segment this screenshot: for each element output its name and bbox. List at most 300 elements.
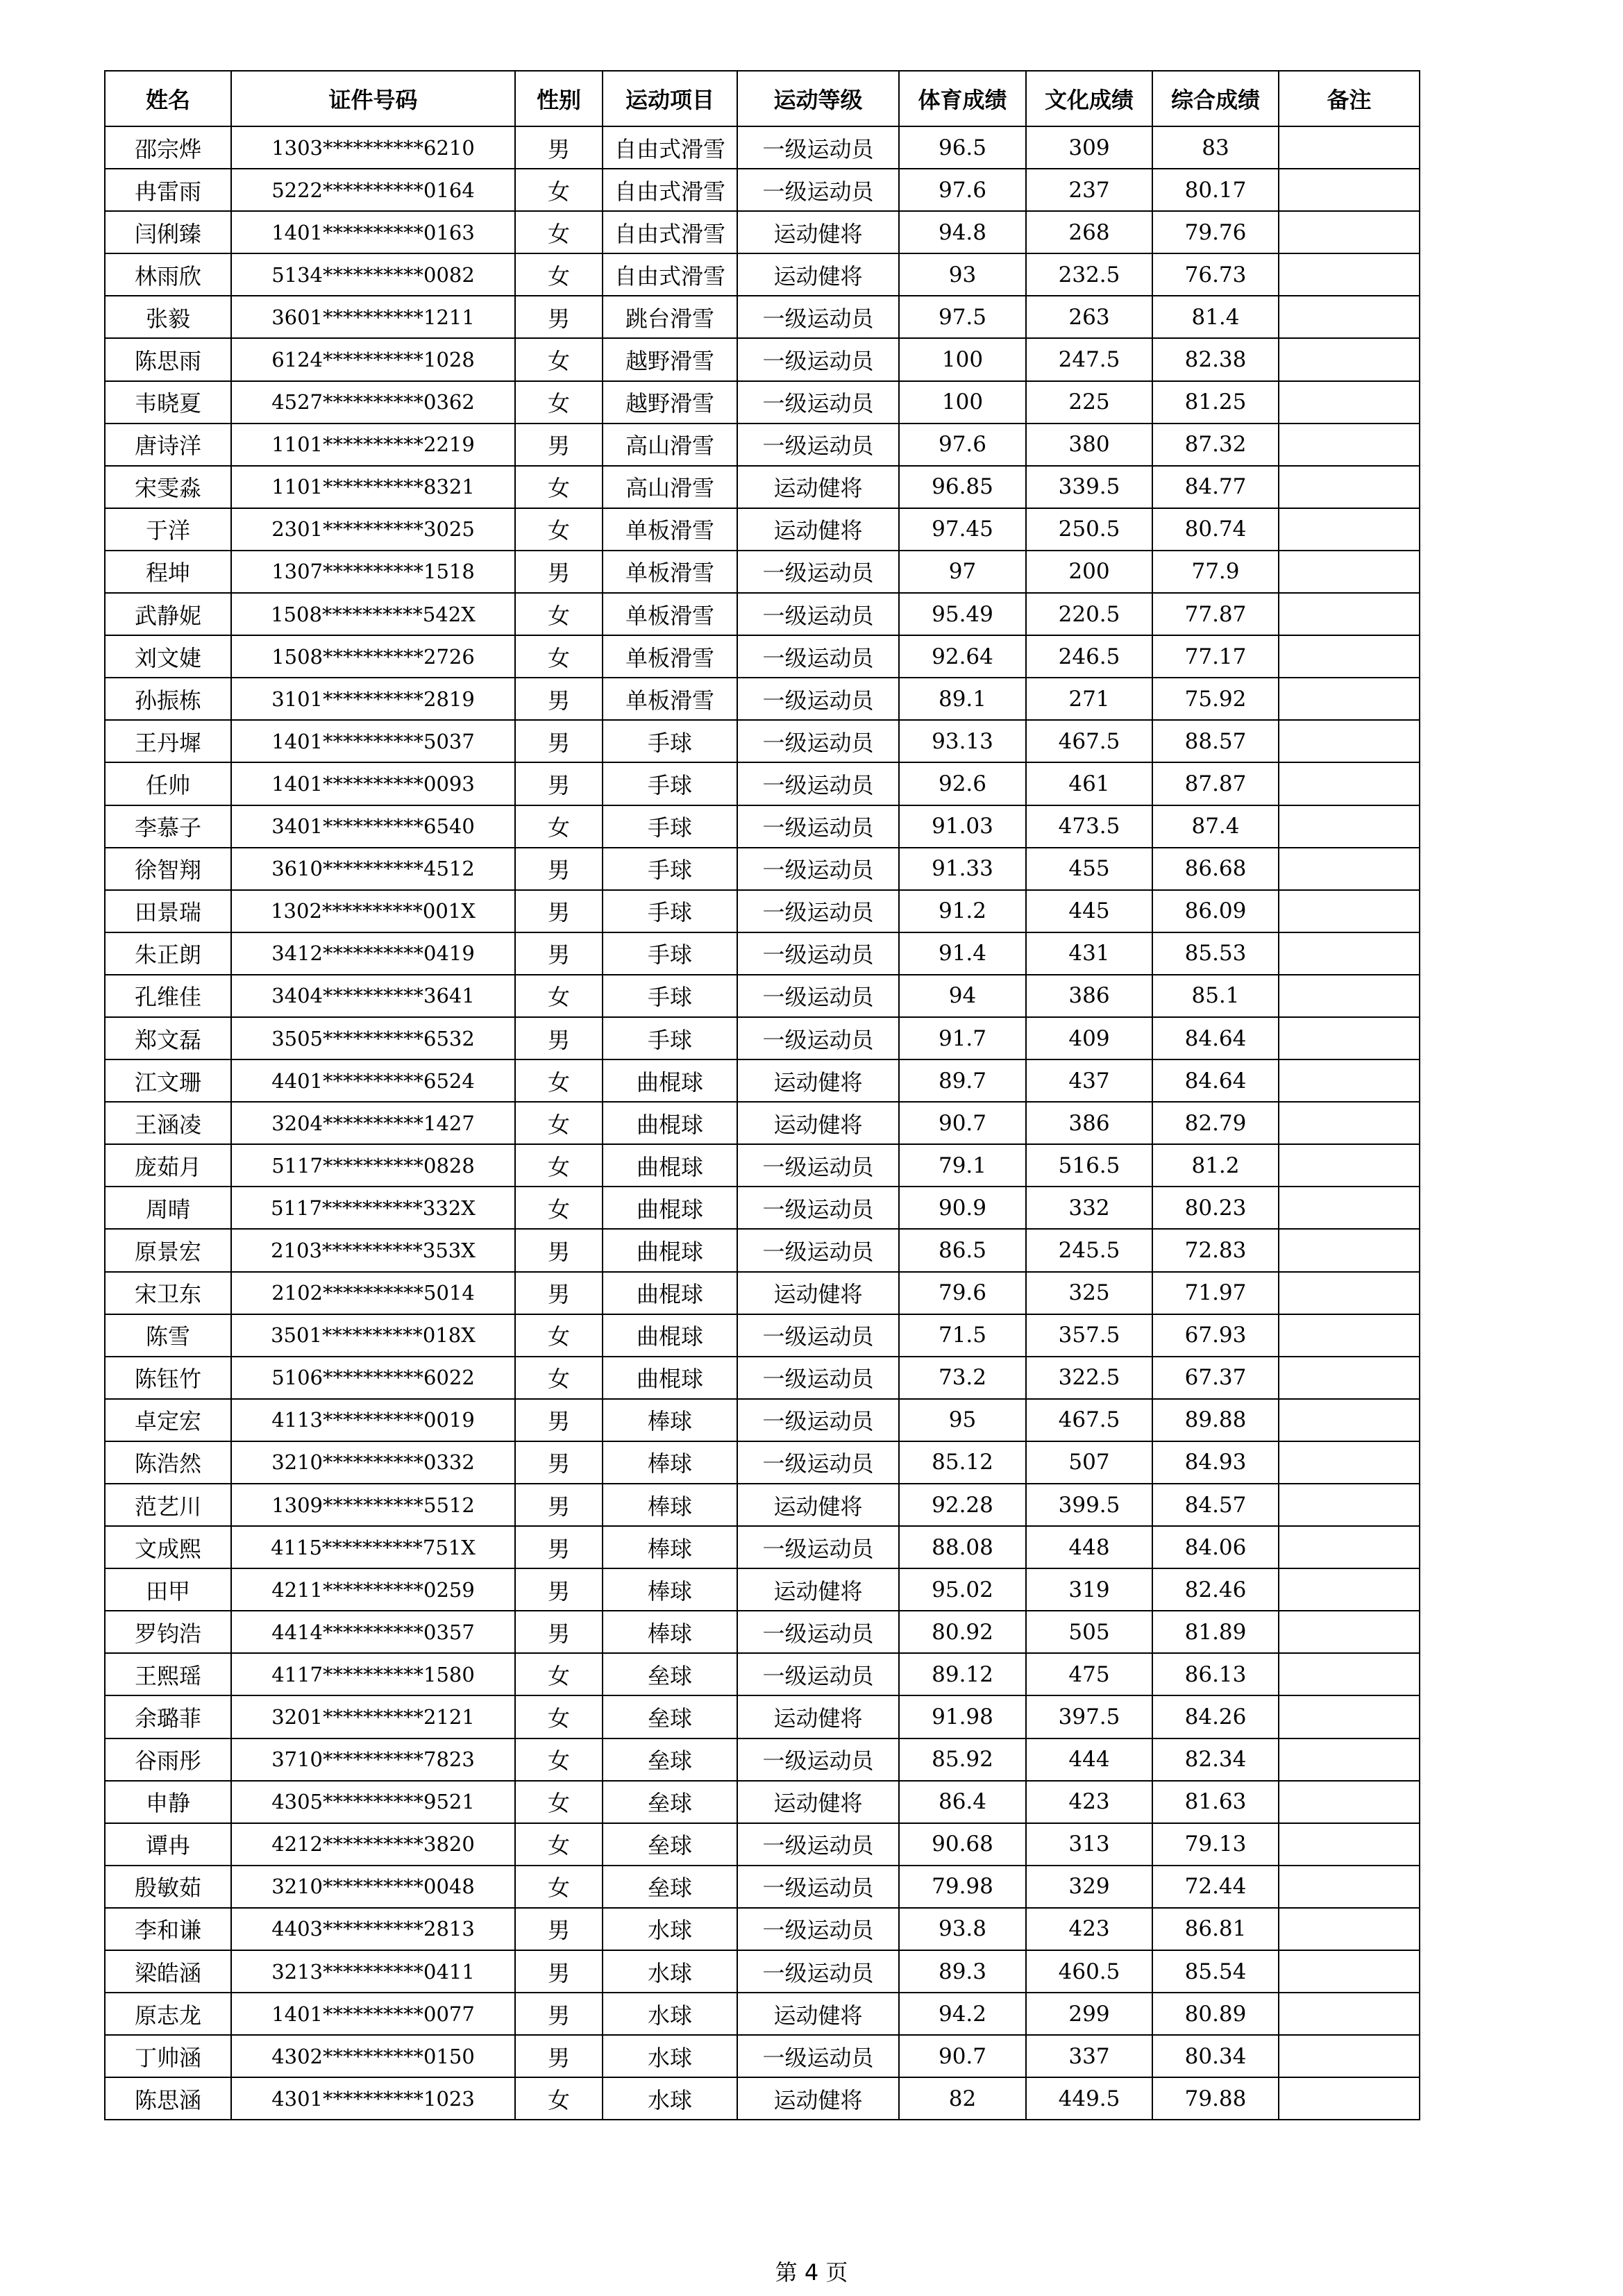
cell-level: 一级运动员 [737,932,899,975]
cell-sport-score: 95.02 [899,1568,1026,1611]
cell-sport: 越野滑雪 [603,338,737,380]
cell-sport-score: 89.1 [899,678,1026,720]
cell-name: 唐诗洋 [105,424,231,466]
cell-sport: 高山滑雪 [603,466,737,508]
cell-culture-score: 473.5 [1026,805,1152,848]
cell-total-score: 87.87 [1152,762,1279,805]
cell-total-score: 77.17 [1152,635,1279,678]
cell-id-number: 4302**********0150 [231,2035,515,2077]
cell-level: 一级运动员 [737,1399,899,1441]
cell-id-number: 4211**********0259 [231,1568,515,1611]
cell-level: 一级运动员 [737,1017,899,1059]
cell-culture-score: 423 [1026,1908,1152,1950]
cell-id-number: 1508**********542X [231,593,515,635]
cell-sport: 垒球 [603,1866,737,1908]
cell-id-number: 3501**********018X [231,1314,515,1357]
cell-sport: 自由式滑雪 [603,253,737,296]
cell-level: 一级运动员 [737,126,899,169]
cell-sport-score: 89.7 [899,1059,1026,1102]
cell-name: 陈思雨 [105,338,231,380]
cell-culture-score: 319 [1026,1568,1152,1611]
cell-culture-score: 444 [1026,1738,1152,1781]
cell-id-number: 4305**********9521 [231,1781,515,1823]
cell-name: 余璐菲 [105,1695,231,1738]
cell-sport: 水球 [603,1908,737,1950]
cell-remarks [1279,211,1420,253]
header-culture-score: 文化成绩 [1026,71,1152,126]
cell-id-number: 3210**********0048 [231,1866,515,1908]
cell-sport: 曲棍球 [603,1102,737,1144]
cell-level: 一级运动员 [737,296,899,338]
cell-culture-score: 399.5 [1026,1484,1152,1526]
cell-sport-score: 90.7 [899,2035,1026,2077]
cell-culture-score: 467.5 [1026,720,1152,762]
cell-id-number: 3404**********3641 [231,975,515,1017]
table-row [105,1102,1420,1144]
cell-remarks [1279,1187,1420,1229]
cell-id-number: 3204**********1427 [231,1102,515,1144]
cell-sport-score: 97 [899,551,1026,593]
cell-sport: 垒球 [603,1781,737,1823]
cell-level: 一级运动员 [737,762,899,805]
cell-total-score: 85.1 [1152,975,1279,1017]
header-gender: 性别 [515,71,603,126]
cell-level: 运动健将 [737,1059,899,1102]
cell-sport: 手球 [603,720,737,762]
table-row [105,1059,1420,1102]
cell-remarks [1279,126,1420,169]
table-row [105,932,1420,975]
cell-total-score: 82.34 [1152,1738,1279,1781]
cell-level: 一级运动员 [737,381,899,424]
cell-sport-score: 88.08 [899,1526,1026,1568]
cell-sport: 单板滑雪 [603,508,737,551]
cell-id-number: 5117**********332X [231,1187,515,1229]
cell-remarks [1279,466,1420,508]
table-row [105,1738,1420,1781]
cell-name: 陈钰竹 [105,1357,231,1399]
cell-total-score: 82.46 [1152,1568,1279,1611]
table-row [105,848,1420,890]
table-row [105,1229,1420,1271]
cell-sport: 单板滑雪 [603,593,737,635]
table-row [105,1950,1420,1993]
cell-sport: 曲棍球 [603,1314,737,1357]
cell-gender: 女 [515,975,603,1017]
cell-level: 一级运动员 [737,848,899,890]
cell-sport-score: 90.9 [899,1187,1026,1229]
cell-remarks [1279,593,1420,635]
cell-total-score: 88.57 [1152,720,1279,762]
cell-culture-score: 309 [1026,126,1152,169]
table-row [105,253,1420,296]
cell-name: 张毅 [105,296,231,338]
cell-id-number: 4301**********1023 [231,2077,515,2120]
cell-level: 一级运动员 [737,805,899,848]
cell-gender: 女 [515,1102,603,1144]
cell-id-number: 3601**********1211 [231,296,515,338]
cell-name: 林雨欣 [105,253,231,296]
cell-sport-score: 92.28 [899,1484,1026,1526]
table-row [105,211,1420,253]
cell-remarks [1279,1102,1420,1144]
cell-name: 李慕子 [105,805,231,848]
cell-sport-score: 79.6 [899,1272,1026,1314]
table-row [105,1866,1420,1908]
cell-level: 运动健将 [737,1781,899,1823]
cell-level: 运动健将 [737,1272,899,1314]
table-row [105,593,1420,635]
cell-gender: 女 [515,211,603,253]
cell-culture-score: 448 [1026,1526,1152,1568]
cell-remarks [1279,890,1420,932]
table-row [105,1781,1420,1823]
cell-total-score: 89.88 [1152,1399,1279,1441]
cell-remarks [1279,508,1420,551]
cell-level: 一级运动员 [737,975,899,1017]
cell-name: 朱正朗 [105,932,231,975]
cell-remarks [1279,1272,1420,1314]
cell-total-score: 86.81 [1152,1908,1279,1950]
cell-total-score: 84.93 [1152,1441,1279,1484]
cell-sport: 棒球 [603,1611,737,1653]
cell-sport: 曲棍球 [603,1059,737,1102]
cell-total-score: 80.89 [1152,1993,1279,2035]
cell-gender: 女 [515,466,603,508]
cell-level: 一级运动员 [737,1866,899,1908]
cell-culture-score: 431 [1026,932,1152,975]
cell-id-number: 4117**********1580 [231,1653,515,1695]
cell-remarks [1279,1526,1420,1568]
table-row [105,720,1420,762]
cell-culture-score: 386 [1026,1102,1152,1144]
table-row [105,2077,1420,2120]
cell-sport-score: 92.64 [899,635,1026,678]
cell-id-number: 5117**********0828 [231,1144,515,1187]
cell-total-score: 87.32 [1152,424,1279,466]
cell-level: 一级运动员 [737,678,899,720]
cell-total-score: 79.88 [1152,2077,1279,2120]
cell-sport: 水球 [603,2035,737,2077]
cell-total-score: 72.44 [1152,1866,1279,1908]
cell-gender: 女 [515,508,603,551]
cell-id-number: 3213**********0411 [231,1950,515,1993]
cell-gender: 女 [515,1059,603,1102]
cell-gender: 男 [515,1272,603,1314]
table-row [105,975,1420,1017]
cell-culture-score: 313 [1026,1823,1152,1866]
cell-name: 田景瑞 [105,890,231,932]
cell-culture-score: 337 [1026,2035,1152,2077]
cell-culture-score: 245.5 [1026,1229,1152,1271]
table-row [105,1399,1420,1441]
cell-level: 运动健将 [737,1102,899,1144]
cell-culture-score: 250.5 [1026,508,1152,551]
header-row [105,71,1420,126]
cell-remarks [1279,1229,1420,1271]
cell-gender: 男 [515,2035,603,2077]
cell-sport-score: 100 [899,338,1026,380]
cell-culture-score: 299 [1026,1993,1152,2035]
cell-gender: 女 [515,1187,603,1229]
cell-total-score: 77.87 [1152,593,1279,635]
cell-sport-score: 94.8 [899,211,1026,253]
cell-sport-score: 90.68 [899,1823,1026,1866]
cell-id-number: 3101**********2819 [231,678,515,720]
cell-gender: 男 [515,1568,603,1611]
cell-culture-score: 268 [1026,211,1152,253]
cell-gender: 女 [515,1823,603,1866]
cell-sport: 棒球 [603,1568,737,1611]
cell-sport-score: 97.6 [899,169,1026,211]
cell-gender: 女 [515,1653,603,1695]
header-name: 姓名 [105,71,231,126]
cell-gender: 男 [515,126,603,169]
cell-remarks [1279,381,1420,424]
cell-remarks [1279,805,1420,848]
cell-total-score: 82.79 [1152,1102,1279,1144]
cell-id-number: 4401**********6524 [231,1059,515,1102]
cell-sport: 垒球 [603,1738,737,1781]
table-row [105,1441,1420,1484]
cell-gender: 男 [515,1908,603,1950]
cell-culture-score: 386 [1026,975,1152,1017]
cell-name: 郑文磊 [105,1017,231,1059]
cell-sport: 棒球 [603,1399,737,1441]
cell-culture-score: 461 [1026,762,1152,805]
cell-total-score: 81.89 [1152,1611,1279,1653]
cell-id-number: 5106**********6022 [231,1357,515,1399]
cell-remarks [1279,1738,1420,1781]
cell-remarks [1279,1866,1420,1908]
cell-id-number: 3401**********6540 [231,805,515,848]
cell-gender: 男 [515,720,603,762]
cell-sport-score: 79.98 [899,1866,1026,1908]
cell-id-number: 1309**********5512 [231,1484,515,1526]
cell-remarks [1279,1695,1420,1738]
cell-sport-score: 97.45 [899,508,1026,551]
cell-name: 丁帅涵 [105,2035,231,2077]
cell-total-score: 87.4 [1152,805,1279,848]
cell-sport-score: 95 [899,1399,1026,1441]
cell-name: 孙振栋 [105,678,231,720]
cell-name: 申静 [105,1781,231,1823]
cell-remarks [1279,720,1420,762]
cell-name: 陈思涵 [105,2077,231,2120]
cell-gender: 男 [515,890,603,932]
cell-culture-score: 332 [1026,1187,1152,1229]
cell-name: 谷雨彤 [105,1738,231,1781]
cell-remarks [1279,551,1420,593]
cell-name: 宋雯淼 [105,466,231,508]
cell-sport-score: 91.4 [899,932,1026,975]
cell-level: 运动健将 [737,1695,899,1738]
cell-id-number: 1508**********2726 [231,635,515,678]
cell-level: 一级运动员 [737,635,899,678]
cell-gender: 女 [515,381,603,424]
cell-level: 运动健将 [737,1568,899,1611]
cell-gender: 男 [515,1229,603,1271]
cell-remarks [1279,1017,1420,1059]
cell-sport-score: 91.98 [899,1695,1026,1738]
cell-name: 孔维佳 [105,975,231,1017]
cell-level: 一级运动员 [737,1441,899,1484]
page-number: 第 4 页 [775,2259,848,2286]
cell-sport: 高山滑雪 [603,424,737,466]
cell-remarks [1279,762,1420,805]
cell-total-score: 82.38 [1152,338,1279,380]
cell-sport: 垒球 [603,1695,737,1738]
cell-total-score: 75.92 [1152,678,1279,720]
cell-sport-score: 96.85 [899,466,1026,508]
cell-total-score: 80.23 [1152,1187,1279,1229]
cell-total-score: 76.73 [1152,253,1279,296]
cell-level: 运动健将 [737,2077,899,2120]
cell-gender: 男 [515,1526,603,1568]
cell-sport-score: 100 [899,381,1026,424]
cell-name: 原景宏 [105,1229,231,1271]
cell-name: 周晴 [105,1187,231,1229]
cell-sport-score: 82 [899,2077,1026,2120]
table-row [105,1568,1420,1611]
cell-remarks [1279,1611,1420,1653]
cell-name: 梁皓涵 [105,1950,231,1993]
table-row [105,466,1420,508]
table-row [105,1357,1420,1399]
cell-name: 徐智翔 [105,848,231,890]
cell-total-score: 71.97 [1152,1272,1279,1314]
table-row [105,338,1420,380]
cell-name: 王熙瑶 [105,1653,231,1695]
cell-level: 一级运动员 [737,338,899,380]
cell-sport: 手球 [603,805,737,848]
cell-level: 一级运动员 [737,1144,899,1187]
header-sport: 运动项目 [603,71,737,126]
cell-id-number: 4113**********0019 [231,1399,515,1441]
cell-level: 运动健将 [737,508,899,551]
cell-id-number: 3412**********0419 [231,932,515,975]
cell-sport-score: 73.2 [899,1357,1026,1399]
cell-sport: 自由式滑雪 [603,169,737,211]
cell-gender: 男 [515,1611,603,1653]
cell-total-score: 81.2 [1152,1144,1279,1187]
cell-remarks [1279,338,1420,380]
cell-gender: 女 [515,1357,603,1399]
cell-id-number: 1302**********001X [231,890,515,932]
cell-name: 武静妮 [105,593,231,635]
cell-id-number: 4115**********751X [231,1526,515,1568]
cell-gender: 女 [515,1144,603,1187]
cell-sport: 曲棍球 [603,1357,737,1399]
cell-sport: 曲棍球 [603,1187,737,1229]
cell-id-number: 4403**********2813 [231,1908,515,1950]
table-row [105,381,1420,424]
cell-level: 运动健将 [737,1484,899,1526]
cell-id-number: 4414**********0357 [231,1611,515,1653]
cell-total-score: 79.13 [1152,1823,1279,1866]
cell-level: 一级运动员 [737,1526,899,1568]
cell-gender: 男 [515,848,603,890]
cell-id-number: 1401**********5037 [231,720,515,762]
cell-gender: 男 [515,678,603,720]
cell-level: 一级运动员 [737,1950,899,1993]
cell-culture-score: 232.5 [1026,253,1152,296]
cell-name: 庞茹月 [105,1144,231,1187]
cell-sport-score: 90.7 [899,1102,1026,1144]
cell-total-score: 83 [1152,126,1279,169]
cell-sport-score: 85.92 [899,1738,1026,1781]
cell-sport-score: 89.3 [899,1950,1026,1993]
cell-total-score: 80.17 [1152,169,1279,211]
cell-name: 陈浩然 [105,1441,231,1484]
table-row [105,1526,1420,1568]
cell-id-number: 3505**********6532 [231,1017,515,1059]
cell-sport-score: 71.5 [899,1314,1026,1357]
cell-total-score: 85.54 [1152,1950,1279,1993]
table-row [105,126,1420,169]
cell-name: 韦晓夏 [105,381,231,424]
cell-culture-score: 329 [1026,1866,1152,1908]
cell-culture-score: 516.5 [1026,1144,1152,1187]
cell-remarks [1279,1993,1420,2035]
cell-gender: 女 [515,593,603,635]
cell-id-number: 1101**********8321 [231,466,515,508]
cell-id-number: 2103**********353X [231,1229,515,1271]
cell-remarks [1279,1568,1420,1611]
cell-level: 运动健将 [737,1993,899,2035]
cell-name: 宋卫东 [105,1272,231,1314]
cell-remarks [1279,932,1420,975]
cell-sport-score: 91.2 [899,890,1026,932]
cell-culture-score: 220.5 [1026,593,1152,635]
cell-total-score: 84.57 [1152,1484,1279,1526]
cell-sport-score: 86.5 [899,1229,1026,1271]
cell-id-number: 3210**********0332 [231,1441,515,1484]
cell-level: 一级运动员 [737,1357,899,1399]
cell-sport-score: 92.6 [899,762,1026,805]
cell-name: 于洋 [105,508,231,551]
cell-id-number: 5222**********0164 [231,169,515,211]
cell-gender: 男 [515,1441,603,1484]
cell-culture-score: 437 [1026,1059,1152,1102]
cell-total-score: 77.9 [1152,551,1279,593]
cell-remarks [1279,635,1420,678]
cell-level: 一级运动员 [737,1229,899,1271]
cell-culture-score: 475 [1026,1653,1152,1695]
cell-total-score: 84.64 [1152,1017,1279,1059]
cell-total-score: 79.76 [1152,211,1279,253]
cell-sport: 棒球 [603,1484,737,1526]
table-row [105,2035,1420,2077]
cell-culture-score: 507 [1026,1441,1152,1484]
table-row [105,678,1420,720]
cell-remarks [1279,1950,1420,1993]
cell-remarks [1279,253,1420,296]
cell-gender: 男 [515,551,603,593]
results-table [104,70,1420,2120]
table-row [105,1908,1420,1950]
table-row [105,1695,1420,1738]
cell-id-number: 3610**********4512 [231,848,515,890]
cell-total-score: 80.74 [1152,508,1279,551]
header-sport-score: 体育成绩 [899,71,1026,126]
table-row [105,1653,1420,1695]
cell-level: 一级运动员 [737,890,899,932]
cell-total-score: 86.13 [1152,1653,1279,1695]
cell-gender: 女 [515,338,603,380]
table-row [105,1017,1420,1059]
cell-id-number: 4527**********0362 [231,381,515,424]
